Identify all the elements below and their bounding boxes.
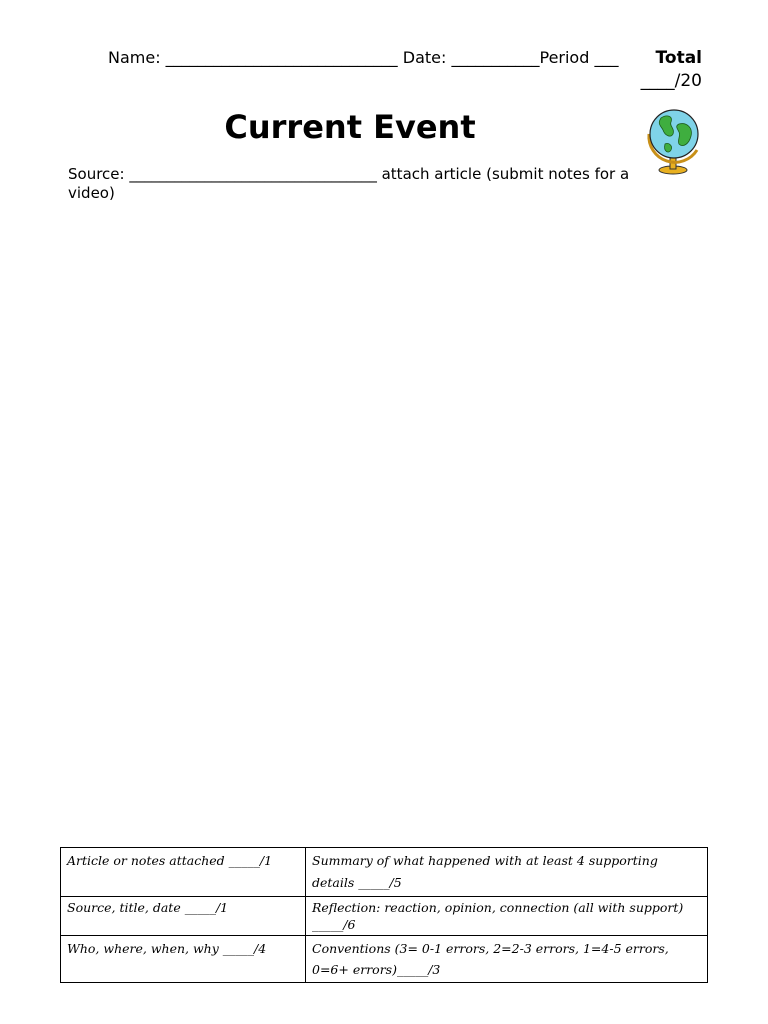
name-date-period-line: Name: _____________________________ Date: ___________Period ___ xyxy=(108,48,619,67)
source-line: Source: _________________________________ attach article (submit notes for a video) xyxy=(68,165,630,202)
rubric-row xyxy=(61,897,708,936)
rubric-cell: Summary of what happened with at least 4 supporting details _____/5 xyxy=(306,848,708,897)
rubric-cell: Reflection: reaction, opinion, connection (all with support) _____/6 xyxy=(306,897,708,936)
rubric-row xyxy=(61,936,708,983)
total-score-value: ____/20 xyxy=(640,71,702,91)
rubric-cell: Who, where, when, why _____/4 xyxy=(61,936,306,983)
rubric-cell: Article or notes attached _____/1 xyxy=(61,848,306,897)
page-title: Current Event xyxy=(224,108,476,146)
rubric-cell: Conventions (3= 0-1 errors, 2=2-3 errors, 1=4-5 errors, 0=6+ errors)_____/3 xyxy=(306,936,708,983)
total-score xyxy=(622,47,702,92)
globe-icon xyxy=(643,104,705,176)
total-label: Total xyxy=(655,48,702,68)
rubric-table xyxy=(60,847,708,983)
rubric-row xyxy=(61,848,708,897)
rubric-cell: Source, title, date _____/1 xyxy=(61,897,306,936)
